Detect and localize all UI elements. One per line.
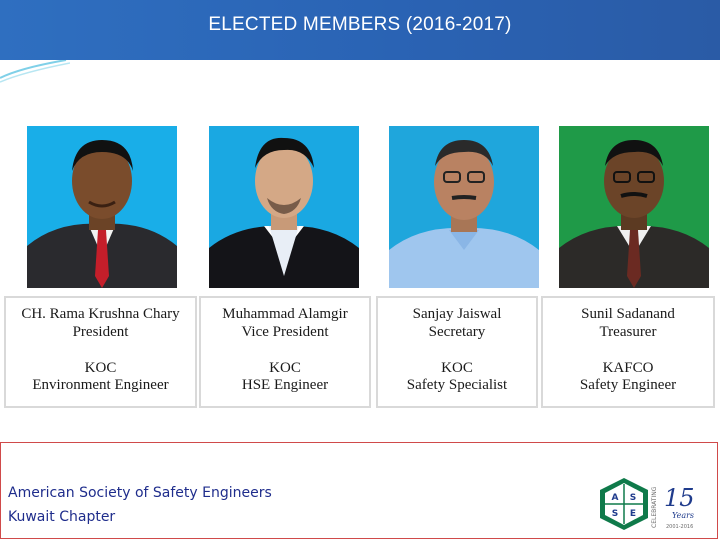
member-name: Sunil Sadanand bbox=[581, 306, 675, 322]
member-company: KAFCO bbox=[602, 360, 654, 376]
logo-number: 15 bbox=[664, 484, 695, 512]
asse-15-years-logo bbox=[596, 476, 704, 532]
member-name: Muhammad Alamgir bbox=[222, 306, 348, 322]
member-role: President bbox=[72, 324, 129, 340]
title-banner bbox=[0, 0, 720, 60]
logo-celebrating: CELEBRATING bbox=[651, 486, 658, 528]
logo-letter-e: E bbox=[629, 509, 637, 519]
member-position: HSE Engineer bbox=[241, 377, 329, 393]
organization-name: American Society of Safety Engineers bbox=[8, 485, 272, 501]
member-name: CH. Rama Krushna Chary bbox=[21, 306, 180, 322]
decorative-swoosh bbox=[0, 60, 70, 84]
logo-letter-s2: S bbox=[611, 509, 619, 519]
member-company: KOC bbox=[84, 360, 117, 376]
member-card-president bbox=[4, 296, 197, 408]
logo-range: 2001-2016 bbox=[666, 524, 694, 530]
member-card-secretary bbox=[376, 296, 538, 408]
member-company: KOC bbox=[269, 360, 301, 376]
member-photo-president bbox=[27, 126, 177, 288]
member-photo-treasurer bbox=[559, 126, 709, 288]
logo-years: Years bbox=[672, 511, 695, 520]
page-title: ELECTED MEMBERS (2016-2017) bbox=[208, 14, 512, 35]
logo-letter-a: A bbox=[611, 493, 619, 503]
member-card-treasurer bbox=[541, 296, 715, 408]
member-photo-secretary bbox=[389, 126, 539, 288]
member-role: Vice President bbox=[241, 324, 329, 340]
logo-letter-s1: S bbox=[629, 493, 637, 503]
member-position: Safety Specialist bbox=[406, 377, 508, 393]
chapter-name: Kuwait Chapter bbox=[8, 509, 116, 525]
member-role: Secretary bbox=[428, 324, 486, 340]
member-position: Environment Engineer bbox=[32, 377, 169, 393]
member-name: Sanjay Jaiswal bbox=[412, 306, 502, 322]
member-position: Safety Engineer bbox=[579, 377, 677, 393]
member-photo-vice-president bbox=[209, 126, 359, 288]
member-card-vice-president bbox=[199, 296, 371, 408]
member-role: Treasurer bbox=[599, 324, 657, 340]
member-company: KOC bbox=[441, 360, 473, 376]
